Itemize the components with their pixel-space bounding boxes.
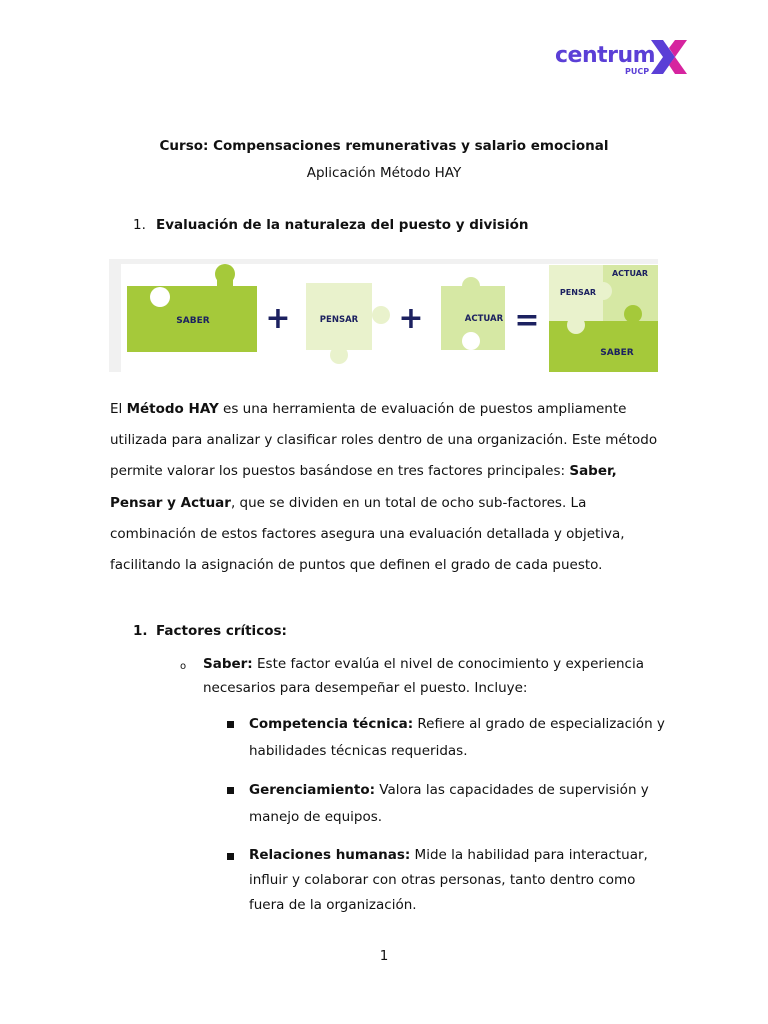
course-title: Curso: Compensaciones remunerativas y salario emocional	[159, 138, 609, 154]
saber-label: SABER	[176, 316, 210, 326]
logo-subtext: PUCP	[625, 67, 650, 76]
square-bullet-icon	[227, 721, 234, 728]
item-text: Valora las capacidades de supervisión y manejo de equipos.	[249, 782, 649, 825]
list-item	[249, 711, 669, 764]
combined-actuar-label: ACTUAR	[611, 269, 649, 278]
section-title: Factores críticos:	[156, 623, 287, 639]
square-bullet-icon	[227, 787, 234, 794]
square-bullet-icon	[227, 853, 234, 860]
item-title: Competencia técnica:	[249, 716, 414, 732]
pensar-label: PENSAR	[319, 315, 359, 325]
page-number: 1	[379, 948, 389, 964]
item-title: Gerenciamiento:	[249, 782, 375, 798]
list-item	[249, 777, 669, 830]
centrum-logo	[555, 38, 690, 78]
combined-pensar-label: PENSAR	[559, 288, 597, 297]
section-number: 1.	[133, 623, 148, 639]
item-text: Refiere al grado de especialización y habilidades técnicas requeridas.	[249, 716, 665, 759]
item-title: Relaciones humanas:	[249, 847, 411, 863]
actuar-label: ACTUAR	[464, 314, 504, 324]
plus-sign-2: +	[398, 301, 424, 336]
circle-bullet-icon: o	[180, 661, 187, 672]
plus-sign-1: +	[265, 301, 291, 336]
section-title: Evaluación de la naturaleza del puesto y división	[156, 217, 529, 233]
item-text: Este factor evalúa el nivel de conocimiento y experiencia necesarios para desempeñar el puesto. Incluye:	[203, 656, 645, 696]
logo-x-icon	[649, 38, 689, 76]
actuar-puzzle-piece	[441, 277, 505, 350]
logo-wordmark: centrum	[555, 43, 656, 68]
para-bold-method: Método HAY	[126, 401, 219, 417]
hay-method-puzzle-diagram	[109, 259, 658, 372]
section-heading	[133, 217, 528, 233]
item-text: Mide la habilidad para interactuar, influir y colaborar con otras personas, tanto dentro como fuera de la organización.	[249, 847, 648, 913]
document-subtitle: Aplicación Método HAY	[306, 165, 462, 181]
para-text-3: , que se dividen en un total de ocho sub-factores. La combinación de estos factores asegura una evaluación detallada y objetiva, facilitando la asignación de puntos que definen el grado de cada puesto.	[110, 494, 625, 574]
para-bold-factors: Saber, Pensar y Actuar	[110, 463, 617, 511]
combined-saber-label: SABER	[600, 348, 634, 358]
section-number: 1.	[133, 217, 146, 233]
item-title: Saber:	[203, 656, 253, 672]
critical-factors-heading	[133, 623, 287, 639]
list-item	[249, 843, 669, 918]
para-text-1: El	[110, 401, 127, 417]
intro-paragraph	[110, 394, 658, 581]
para-text-2: es una herramienta de evaluación de puestos ampliamente utilizada para analizar y clasificar roles dentro de una organización. Este método permite valorar los puestos basándose en tres factores principales:	[110, 401, 658, 480]
combined-puzzle	[549, 265, 658, 372]
equals-sign: =	[514, 303, 540, 338]
